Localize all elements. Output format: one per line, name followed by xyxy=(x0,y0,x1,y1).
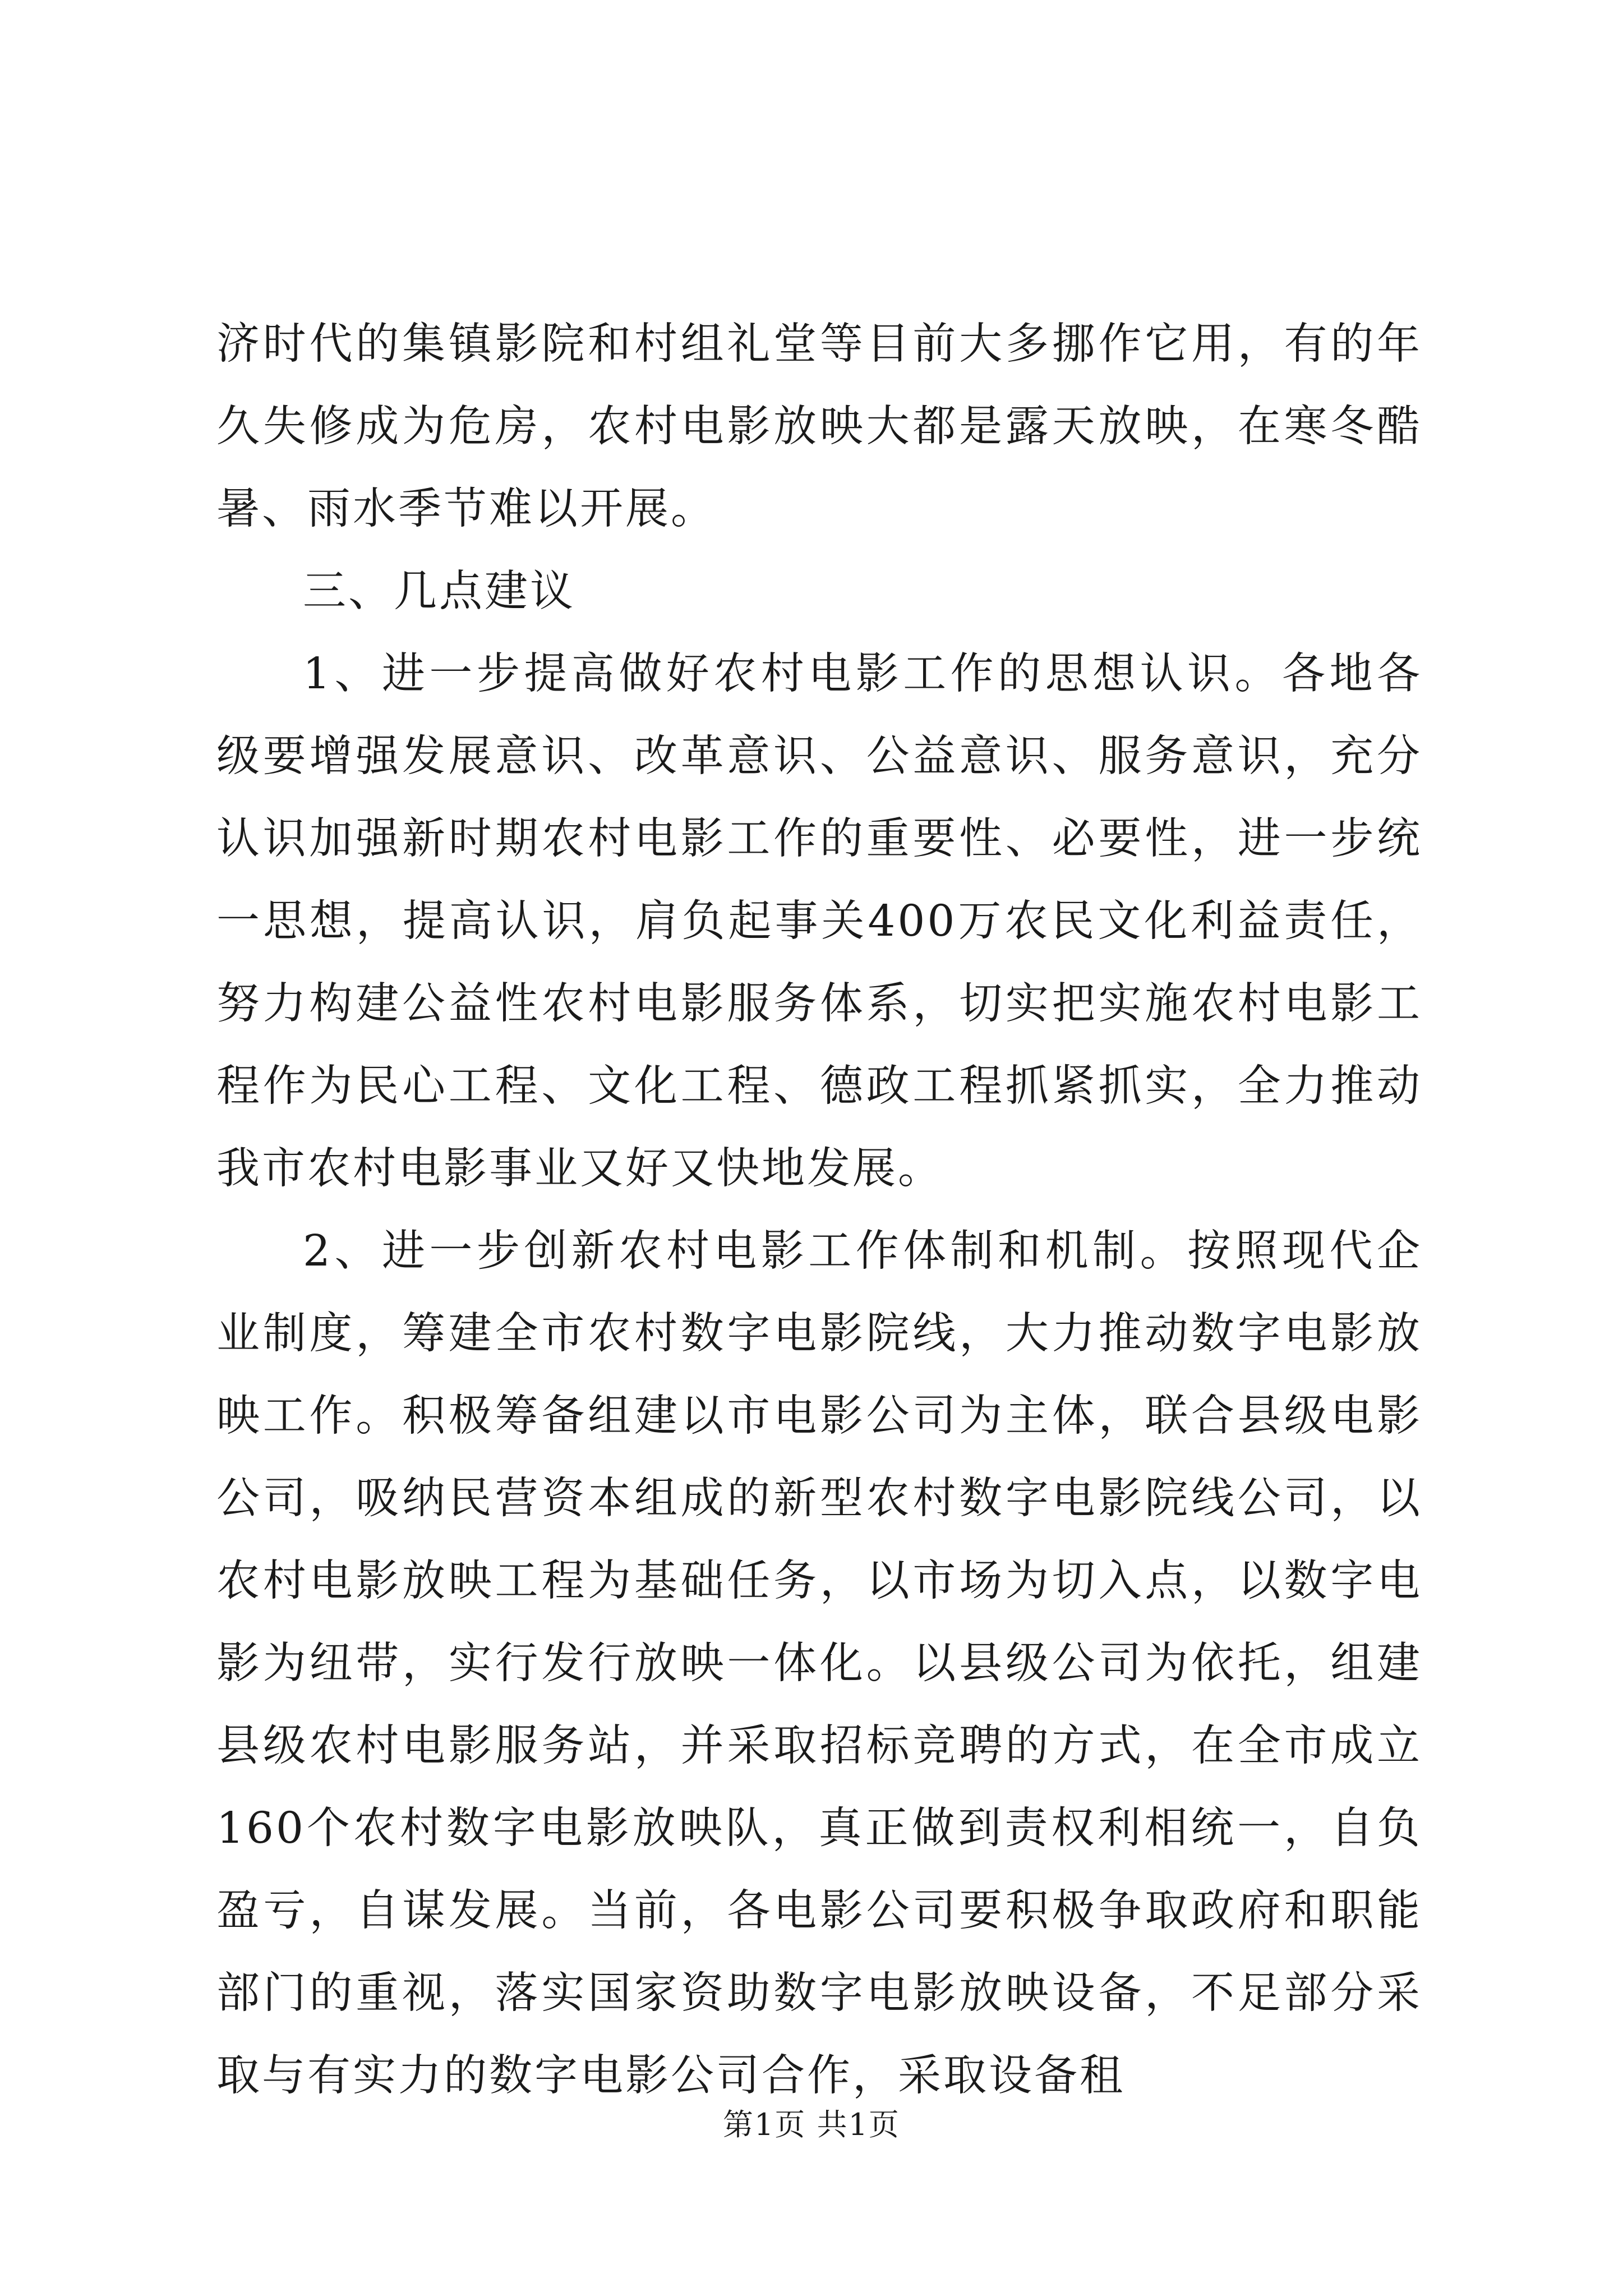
paragraph-recommendation-1: 1、进一步提高做好农村电影工作的思想认识。各地各级要增强发展意识、改革意识、公益意识、服务意识，充分认识加强新时期农村电影工作的重要性、必要性，进一步统一思想，提高认识，肩负起事关400万农民文化利益责任，努力构建公益性农村电影服务体系，切实把实施农村电影工程作为民心工程、文化工程、德政工程抓紧抓实，全力推动我市农村电影事业又好又快地发展。 xyxy=(216,649,1422,1194)
paragraph-continuation: 济时代的集镇影院和村组礼堂等目前大多挪作它用，有的年久失修成为危房，农村电影放映大都是露天放映，在寒冬酷暑、雨水季节难以开展。 xyxy=(216,319,1422,534)
document-body xyxy=(216,303,1422,2117)
paragraph-recommendation-2: 2、进一步创新农村电影工作体制和机制。按照现代企业制度，筹建全市农村数字电影院线，大力推动数字电影放映工作。积极筹备组建以市电影公司为主体，联合县级电影公司，吸纳民营资本组成的新型农村数字电影院线公司，以农村电影放映工程为基础任务，以市场为切入点，以数字电影为纽带，实行发行放映一体化。以县级公司为依托，组建县级农村电影服务站，并采取招标竞聘的方式，在全市成立160个农村数字电影放映队，真正做到责权利相统一，自负盈亏，自谋发展。当前，各电影公司要积极争取政府和职能部门的重视，落实国家资助数字电影放映设备，不足部分采取与有实力的数字电影公司合作，采取设备租 xyxy=(216,1226,1422,2101)
section-heading: 三、几点建议 xyxy=(303,567,575,616)
page-footer: 第1页 共1页 xyxy=(723,2107,900,2142)
